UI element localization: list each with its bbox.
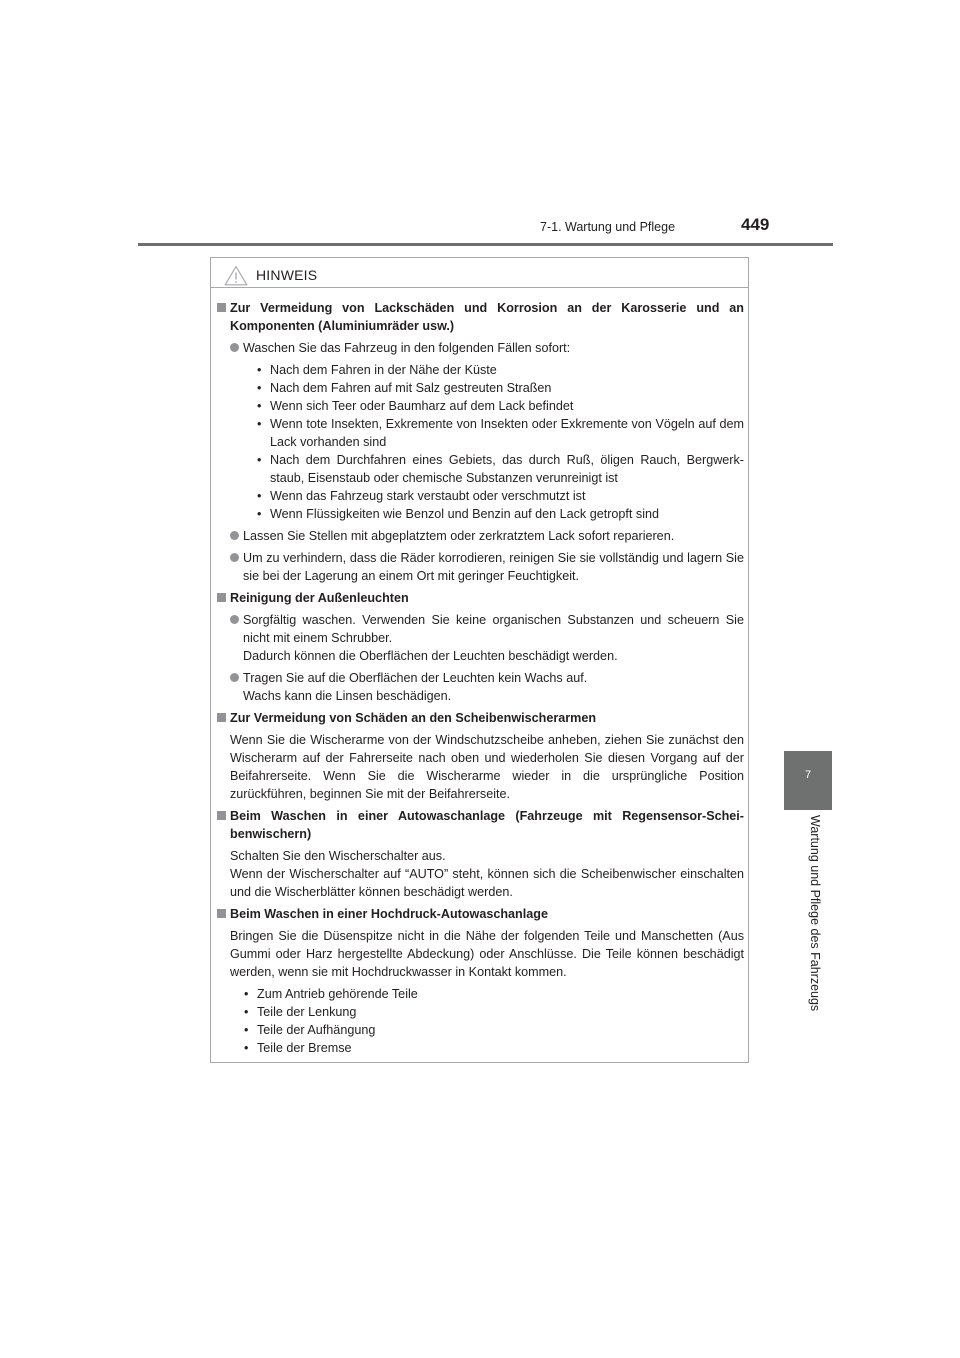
section-heading: Beim Waschen in einer Autowaschanlage (Fahrzeuge mit Regensensor-Scheibenwischern) bbox=[230, 809, 744, 841]
square-bullet-icon bbox=[217, 593, 226, 602]
notice-box bbox=[210, 257, 749, 1063]
dot-marker-icon: • bbox=[257, 399, 262, 413]
dot-marker-icon: • bbox=[244, 1041, 249, 1055]
circle-bullet-icon bbox=[230, 673, 239, 682]
dot-marker-icon: • bbox=[257, 417, 262, 431]
square-bullet-icon bbox=[217, 811, 226, 820]
warning-triangle-icon bbox=[224, 265, 248, 286]
dot-marker-icon: • bbox=[244, 1005, 249, 1019]
bullet-item bbox=[230, 669, 744, 705]
dot-marker-icon: • bbox=[257, 489, 262, 503]
bullet-text: Waschen Sie das Fahrzeug in den folgenden Fällen sofort: bbox=[243, 341, 571, 355]
dot-marker-icon: • bbox=[257, 381, 262, 395]
circle-bullet-icon bbox=[230, 553, 239, 562]
chapter-side-title: Wartung und Pflege des Fahrzeugs bbox=[808, 815, 822, 1012]
chapter-tab bbox=[784, 751, 832, 810]
sub-list-item: • Teile der Aufhängung bbox=[244, 1023, 376, 1037]
section-heading: Beim Waschen in einer Hochdruck-Autowaschanlage bbox=[230, 907, 548, 921]
bullet-item bbox=[230, 339, 744, 523]
sub-list-item: • Nach dem Fahren auf mit Salz gestreuten Straßen bbox=[257, 381, 552, 395]
sub-list-item: • Teile der Bremse bbox=[244, 1041, 352, 1055]
bullet-text: Sorgfältig waschen. Verwenden Sie keine organischen Substanzen und scheuern Sie nicht mit einem Schrubber. bbox=[243, 613, 744, 645]
section-paragraph: Schalten Sie den Wischerschalter aus. Wenn der Wischerschalter auf “AUTO” steht, können sich die Scheibenwischer einschalten und die Wischerblätter können beschädigt werden. bbox=[230, 849, 744, 899]
dot-marker-icon: • bbox=[257, 507, 262, 521]
sub-list bbox=[230, 985, 744, 1057]
sub-list-item: • Teile der Lenkung bbox=[244, 1005, 357, 1019]
square-bullet-icon bbox=[217, 713, 226, 722]
bullet-item bbox=[230, 611, 744, 665]
notice-section bbox=[216, 299, 744, 585]
sub-list-item: • Nach dem Fahren in der Nähe der Küste bbox=[257, 363, 497, 377]
chapter-number: 7 bbox=[805, 769, 812, 781]
bullet-text: Dadurch können die Oberflächen der Leuchten beschädigt werden. bbox=[243, 649, 618, 663]
notice-section bbox=[216, 589, 744, 705]
bullet-text: Tragen Sie auf die Oberflächen der Leuchten kein Wachs auf. bbox=[243, 671, 588, 685]
sub-list-item: • Wenn sich Teer oder Baumharz auf dem Lack befindet bbox=[257, 399, 574, 413]
sub-list-item: • Zum Antrieb gehörende Teile bbox=[244, 987, 418, 1001]
notice-section bbox=[216, 807, 744, 901]
page-number: 449 bbox=[741, 215, 770, 234]
section-heading: Zur Vermeidung von Lackschäden und Korrosion an der Karosserie und an Komponenten (Aluminiumräder usw.) bbox=[230, 301, 744, 333]
circle-bullet-icon bbox=[230, 615, 239, 624]
notice-label: HINWEIS bbox=[256, 267, 318, 283]
sub-list bbox=[243, 361, 744, 523]
sub-list-item: • Wenn Flüssigkeiten wie Benzol und Benzin auf den Lack getropft sind bbox=[257, 507, 660, 521]
bullet-item bbox=[230, 549, 744, 585]
bullet-item bbox=[230, 527, 744, 545]
sub-list-item: • Wenn das Fahrzeug stark verstaubt oder verschmutzt ist bbox=[257, 489, 586, 503]
section-title: 7-1. Wartung und Pflege bbox=[540, 220, 676, 234]
circle-bullet-icon bbox=[230, 531, 239, 540]
notice-content bbox=[216, 299, 744, 1061]
bullet-text: Wachs kann die Linsen beschädigen. bbox=[243, 689, 452, 703]
section-paragraph: Wenn Sie die Wischerarme von der Windschutzscheibe anheben, ziehen Sie zunächst den Wischerarm auf der Fahrerseite nach oben und wiederholen Sie diesen Vorgang auf der Beifahrerseite. Wenn Sie die Wischerarme wieder in die ursprüngliche Position zurückführen, beginnen Sie mit der Beifahrerseite. bbox=[230, 733, 744, 801]
sub-list-item: • Nach dem Durchfahren eines Gebiets, das durch Ruß, öligen Rauch, Bergwerkstaub, Eisenstaub oder chemische Substanzen verunreinigt ist bbox=[257, 453, 744, 485]
header-rule bbox=[138, 243, 833, 246]
dot-marker-icon: • bbox=[257, 363, 262, 377]
dot-marker-icon: • bbox=[257, 453, 262, 467]
notice-section bbox=[216, 905, 744, 1057]
dot-marker-icon: • bbox=[244, 987, 249, 1001]
sub-list-item: • Wenn tote Insekten, Exkremente von Insekten oder Exkremente von Vögeln auf dem Lack vorhanden sind bbox=[257, 417, 744, 449]
dot-marker-icon: • bbox=[244, 1023, 249, 1037]
notice-section bbox=[216, 709, 744, 803]
notice-header bbox=[224, 264, 317, 286]
section-heading: Zur Vermeidung von Schäden an den Scheibenwischerarmen bbox=[230, 711, 597, 725]
section-paragraph: Bringen Sie die Düsenspitze nicht in die Nähe der folgenden Teile und Manschetten (Aus Gummi oder Harz hergestellte Abdeckung) oder Anschlüsse. Die Teile können beschädigt werden, wenn sie mit Hochdruckwasser in Kontakt kommen. bbox=[230, 929, 744, 979]
bullet-text: Lassen Sie Stellen mit abgeplatztem oder zerkratztem Lack sofort reparieren. bbox=[243, 529, 675, 543]
section-heading: Reinigung der Außenleuchten bbox=[230, 591, 409, 605]
circle-bullet-icon bbox=[230, 343, 239, 352]
square-bullet-icon bbox=[217, 303, 226, 312]
square-bullet-icon bbox=[217, 909, 226, 918]
notice-rule bbox=[211, 287, 748, 288]
bullet-text: Um zu verhindern, dass die Räder korrodieren, reinigen Sie sie vollständig und lagern Sie sie bei der Lagerung an einem Ort mit geringer Feuchtigkeit. bbox=[243, 551, 744, 583]
